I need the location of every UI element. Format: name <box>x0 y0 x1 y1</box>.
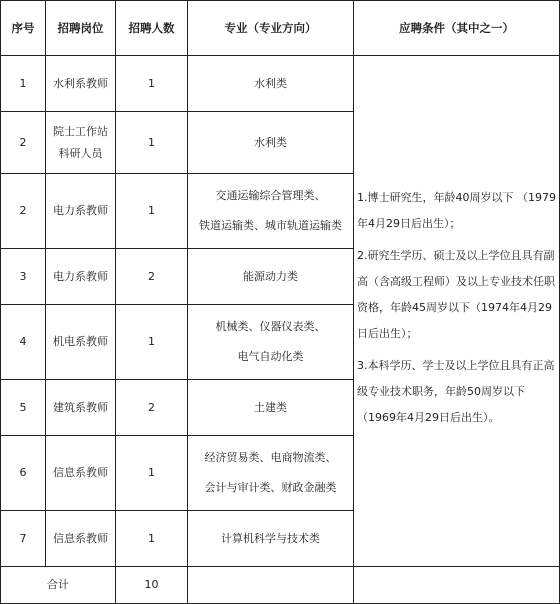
table-row <box>1 56 560 112</box>
major-cell: 土建类 <box>188 380 354 436</box>
requirement-item: 1.博士研究生，年龄40周岁以下 （1979年4月29日后出生）； <box>357 191 556 230</box>
major-cell <box>188 305 354 380</box>
total-empty-major <box>188 567 354 604</box>
count-cell: 1 <box>116 174 188 249</box>
header-position: 招聘岗位 <box>46 1 116 56</box>
seq-cell: 6 <box>1 436 46 511</box>
seq-cell: 1 <box>1 56 46 112</box>
position-cell: 电力系教师 <box>46 174 116 249</box>
seq-cell: 2 <box>1 174 46 249</box>
count-cell: 1 <box>116 56 188 112</box>
major-cell: 能源动力类 <box>188 249 354 305</box>
seq-cell: 2 <box>1 112 46 174</box>
major-line: 电气自动化类 <box>237 350 304 363</box>
header-row <box>1 1 560 56</box>
position-cell: 信息系教师 <box>46 511 116 567</box>
header-seq: 序号 <box>1 1 46 56</box>
header-count: 招聘人数 <box>116 1 188 56</box>
seq-cell: 7 <box>1 511 46 567</box>
header-requirements: 应聘条件（其中之一） <box>354 1 560 56</box>
seq-cell: 4 <box>1 305 46 380</box>
major-cell: 计算机科学与技术类 <box>188 511 354 567</box>
requirements-cell <box>354 56 560 567</box>
major-line: 交通运输综合管理类、 <box>215 189 326 202</box>
position-cell: 院士工作站科研人员 <box>46 112 116 174</box>
major-line: 铁道运输类、城市轨道运输类 <box>199 219 342 232</box>
total-count: 10 <box>116 567 188 604</box>
position-cell: 机电系教师 <box>46 305 116 380</box>
total-empty-requirements <box>354 567 560 604</box>
position-cell: 建筑系教师 <box>46 380 116 436</box>
major-cell <box>188 174 354 249</box>
major-line: 机械类、仪器仪表类、 <box>215 320 326 333</box>
count-cell: 1 <box>116 511 188 567</box>
seq-cell: 3 <box>1 249 46 305</box>
major-line: 会计与审计类、财政金融类 <box>204 481 337 494</box>
major-line: 经济贸易类、电商物流类、 <box>204 451 337 464</box>
count-cell: 1 <box>116 305 188 380</box>
position-cell: 电力系教师 <box>46 249 116 305</box>
seq-cell: 5 <box>1 380 46 436</box>
position-cell: 信息系教师 <box>46 436 116 511</box>
count-cell: 2 <box>116 380 188 436</box>
major-cell: 水利类 <box>188 56 354 112</box>
count-cell: 1 <box>116 112 188 174</box>
count-cell: 1 <box>116 436 188 511</box>
total-row <box>1 567 560 604</box>
header-major: 专业（专业方向） <box>188 1 354 56</box>
requirement-item: 2.研究生学历、硕士及以上学位且具有副高（含高级工程师）及以上专业技术任职资格，年龄45周岁以下（1974年4月29日后出生）； <box>357 249 555 340</box>
count-cell: 2 <box>116 249 188 305</box>
requirement-item: 3.本科学历、学士及以上学位且具有正高级专业技术职务，年龄50周岁以下（1969年4月29日后出生）。 <box>357 359 555 424</box>
major-cell <box>188 436 354 511</box>
total-label: 合计 <box>1 567 116 604</box>
major-cell: 水利类 <box>188 112 354 174</box>
position-cell: 水利系教师 <box>46 56 116 112</box>
